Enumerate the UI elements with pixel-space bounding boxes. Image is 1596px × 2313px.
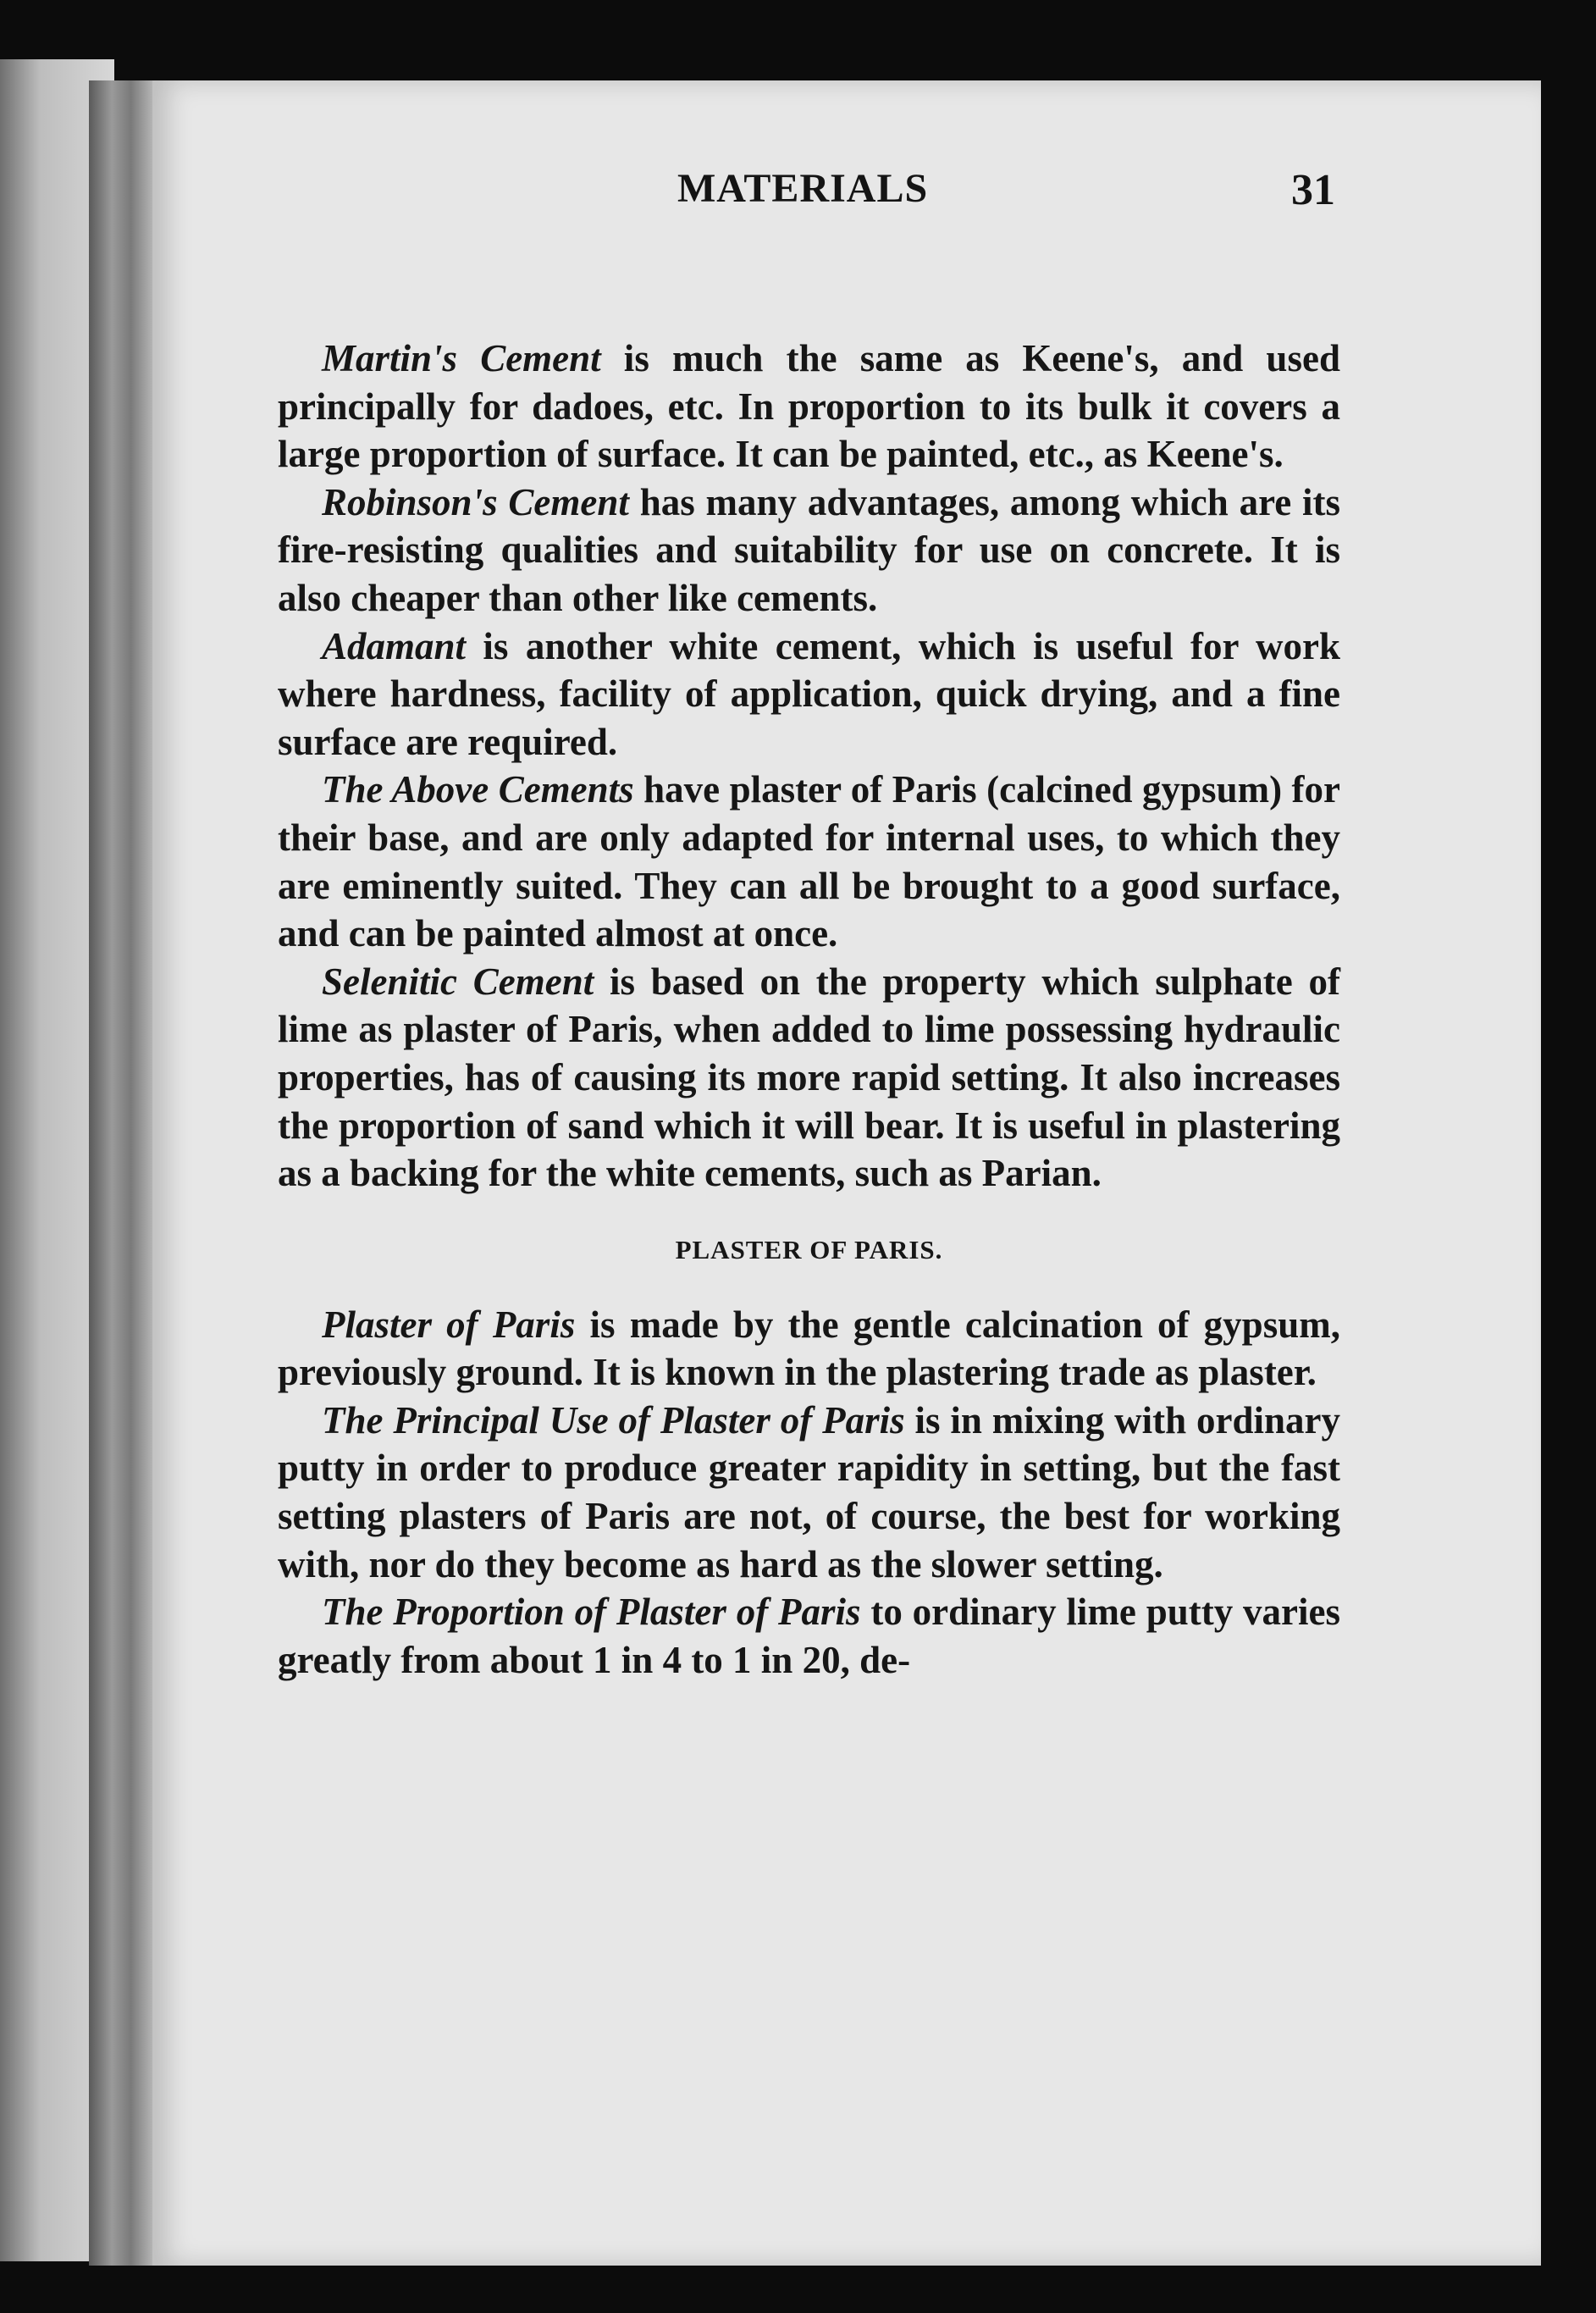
- paragraph-text: is much the same as Keene's, and used principally for dadoes, etc. In proportion to its bulk it covers a large proportion of surface. It can be painted, etc., as Keene's.: [278, 337, 1340, 476]
- paragraph-lead: Robinson's Cement: [322, 480, 629, 523]
- paragraph-lead: The Proportion of Plaster of Paris: [322, 1591, 861, 1634]
- running-title: MATERIALS: [677, 166, 929, 211]
- paragraph-lead: Adamant: [322, 624, 467, 667]
- paragraph-text: have plaster of Paris (calcined gypsum) for their base, and are only adapted for internal uses, to which they are eminently suited. They can all be brought to a good surface, and can be painted almost at once.: [278, 768, 1340, 955]
- paragraph-text: is another white cement, which is useful for work where hardness, facility of application, quick drying, and a fine surface are required.: [278, 624, 1340, 763]
- page-number: 31: [1291, 166, 1335, 214]
- paragraph-lead: Plaster of Paris: [322, 1303, 576, 1346]
- body-text: [278, 335, 1340, 1684]
- paragraph-text: is based on the property which sulphate of lime as plaster of Paris, when added to lime possessing hydraulic properties, has of causing its more rapid setting. It also increases the proportion of sand which it will bear. It is useful in plastering as a backing for the white cements, such as Parian.: [278, 960, 1340, 1195]
- paragraph-lead: Selenitic Cement: [322, 960, 594, 1003]
- paragraph-text: to ordinary lime putty varies greatly from about 1 in 4 to 1 in 20, de-: [278, 1591, 1340, 1681]
- paragraph-above-cements: [278, 766, 1340, 957]
- paragraph-adamant: [278, 623, 1340, 766]
- paragraph-lead: The Principal Use of Plaster of Paris: [322, 1398, 905, 1441]
- paragraph-selenitic-cement: [278, 958, 1340, 1198]
- paragraph-robinsons-cement: [278, 479, 1340, 623]
- paragraph-plaster-of-paris: [278, 1301, 1340, 1397]
- paragraph-martins-cement: [278, 335, 1340, 479]
- paragraph-text: has many advantages, among which are its fire-resisting qualities and suitability for use on concrete. It is also cheaper than other like cements.: [278, 480, 1341, 619]
- paragraph-text: is made by the gentle calcination of gypsum, previously ground. It is known in the plastering trade as plaster.: [278, 1303, 1340, 1394]
- running-head: [152, 165, 1541, 224]
- paragraph-text: is in mixing with ordinary putty in order to produce greater rapidity in setting, but the fast setting plasters of Paris are not, of course, the best for working with, nor do they become as hard as the slower setting.: [278, 1398, 1340, 1585]
- paragraph-lead: The Above Cements: [322, 768, 634, 811]
- paragraph-principal-use: [278, 1397, 1340, 1588]
- paragraph-lead: Martin's Cement: [322, 337, 601, 379]
- section-heading: PLASTER OF PARIS.: [675, 1234, 943, 1264]
- paragraph-proportion: [278, 1588, 1340, 1684]
